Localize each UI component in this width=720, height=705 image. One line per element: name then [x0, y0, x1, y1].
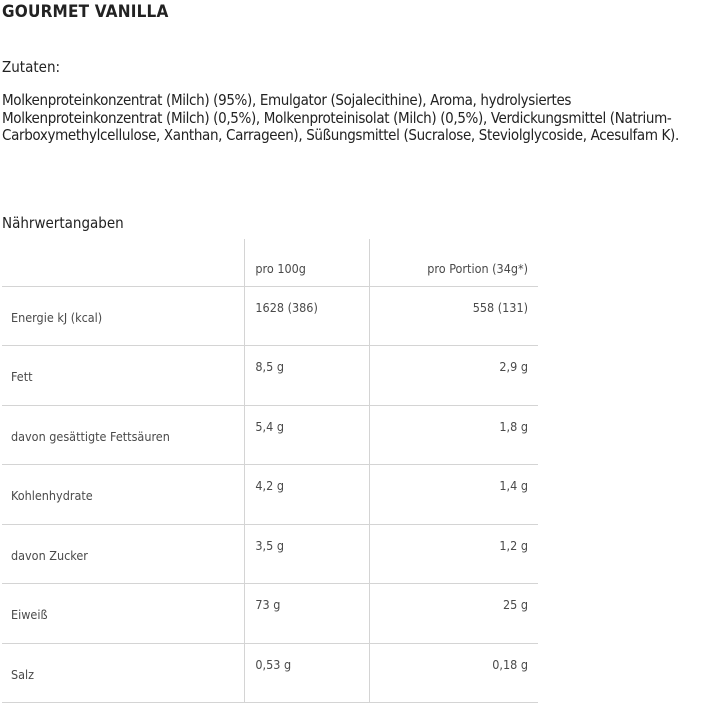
row-label: Salz [2, 643, 245, 703]
value-per-100g: 4,2 g [245, 465, 369, 525]
header-label-cell [2, 239, 245, 286]
nutrition-header-row [2, 239, 538, 286]
table-row [2, 584, 538, 644]
value-per-100g: 0,53 g [245, 643, 369, 703]
row-label: Eiweiß [2, 584, 245, 644]
row-label: Energie kJ (kcal) [2, 286, 245, 346]
value-per-100g: 3,5 g [245, 524, 369, 584]
value-per-portion: 2,9 g [369, 346, 538, 406]
value-per-100g: 5,4 g [245, 405, 369, 465]
table-row [2, 524, 538, 584]
table-row [2, 346, 538, 406]
value-per-portion: 1,2 g [369, 524, 538, 584]
value-per-100g: 1628 (386) [245, 286, 369, 346]
row-label: davon gesättigte Fettsäuren [2, 405, 245, 465]
product-title: GOURMET VANILLA [2, 2, 169, 22]
row-label: Kohlenhydrate [2, 465, 245, 525]
ingredients-heading: Zutaten: [2, 58, 61, 76]
value-per-portion: 1,4 g [369, 465, 538, 525]
row-label: Fett [2, 346, 245, 406]
header-per-portion: pro Portion (34g*) [369, 239, 538, 286]
row-label: davon Zucker [2, 524, 245, 584]
table-row [2, 286, 538, 346]
nutrition-heading: Nährwertangaben [2, 214, 124, 232]
header-per-100g: pro 100g [245, 239, 369, 286]
nutrition-table [2, 239, 538, 703]
value-per-portion: 558 (131) [369, 286, 538, 346]
value-per-portion: 25 g [369, 584, 538, 644]
value-per-portion: 1,8 g [369, 405, 538, 465]
value-per-100g: 73 g [245, 584, 369, 644]
table-row [2, 643, 538, 703]
ingredients-text: Molkenproteinkonzentrat (Milch) (95%), Emulgator (Sojalecithine), Aroma, hydrolysiertes Molkenproteinkonzentrat (Milch) (0,5%), Molkenproteinisolat (Milch) (0,5%), Verdickungsmittel (Natrium-Carboxymethylcellulose, Xanthan, Carrageen), Süßungsmittel (Sucralose, Steviolglycoside, Acesulfam K). [2, 91, 679, 144]
table-row [2, 405, 538, 465]
value-per-portion: 0,18 g [369, 643, 538, 703]
table-row [2, 465, 538, 525]
value-per-100g: 8,5 g [245, 346, 369, 406]
